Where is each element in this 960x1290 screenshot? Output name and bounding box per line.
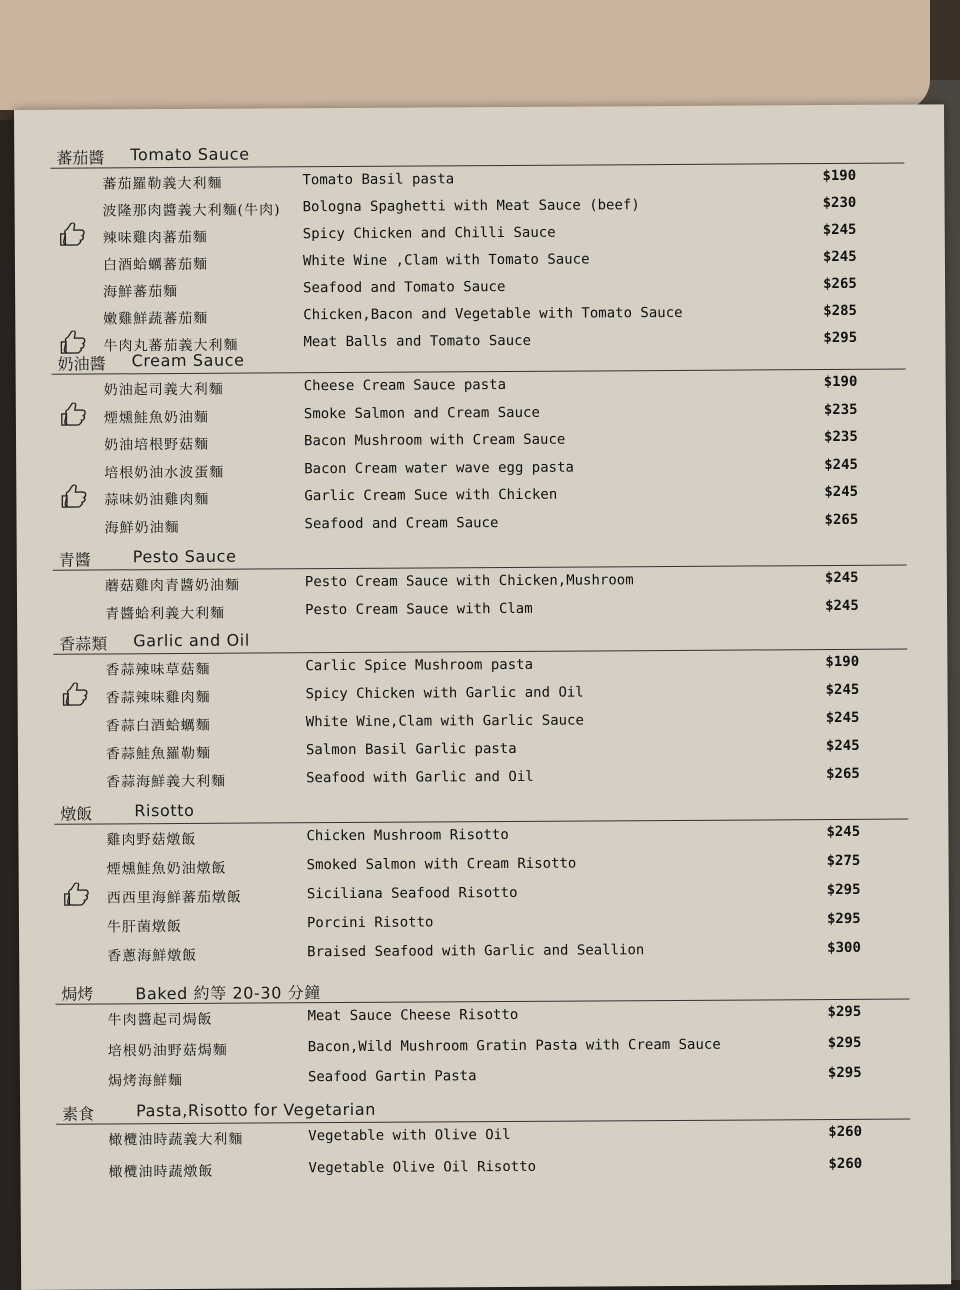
section-title-zh: 燉飯 xyxy=(60,804,93,824)
section-title-en: Risotto xyxy=(134,800,195,821)
item-name-en: Spicy Chicken with Garlic and Oil xyxy=(305,684,584,703)
item-name-zh: 香蔥海鮮燉飯 xyxy=(107,947,198,965)
item-price: $245 xyxy=(824,569,859,587)
item-name-zh: 嫩雞鮮蔬蕃茄麵 xyxy=(103,310,209,328)
item-name-en: Bologna Spaghetti with Meat Sauce (beef) xyxy=(302,197,640,216)
item-price: $245 xyxy=(822,248,857,266)
item-name-en: Tomato Basil pasta xyxy=(302,171,455,189)
item-price: $265 xyxy=(826,765,860,783)
item-price: $295 xyxy=(826,881,861,899)
item-price: $285 xyxy=(823,302,858,320)
item-price: $260 xyxy=(828,1123,863,1141)
item-price: $245 xyxy=(825,709,860,727)
item-price: $295 xyxy=(827,1003,862,1021)
item-name-zh: 波隆那肉醬義大利麵(牛肉) xyxy=(102,202,281,220)
item-price: $245 xyxy=(822,221,857,239)
item-name-en: Spicy Chicken and Chilli Sauce xyxy=(302,224,556,243)
thumbs-up-icon xyxy=(61,683,91,711)
item-name-zh: 煙燻鮭魚奶油燉飯 xyxy=(106,860,227,878)
thumbs-up-icon xyxy=(60,485,90,513)
item-price: $245 xyxy=(825,737,860,755)
item-name-zh: 蒜味奶油雞肉麵 xyxy=(104,491,210,509)
item-name-en: Seafood Gartin Pasta xyxy=(307,1068,477,1086)
item-name-zh: 牛肉醬起司焗飯 xyxy=(107,1011,213,1029)
item-name-zh: 雞肉野菇燉飯 xyxy=(106,831,197,849)
item-price: $235 xyxy=(823,428,858,446)
item-name-en: Bacon Cream water wave egg pasta xyxy=(304,459,574,477)
item-name-en: Seafood and Cream Sauce xyxy=(304,514,499,532)
item-name-en: Seafood with Garlic and Oil xyxy=(306,768,534,787)
item-name-en: Pesto Cream Sauce with Clam xyxy=(305,600,533,619)
item-name-en: Bacon,Wild Mushroom Gratin Pasta with Cream Sauce xyxy=(307,1036,721,1055)
thumbs-up-icon xyxy=(63,883,93,911)
menu-section xyxy=(20,1094,951,1189)
section-title-en: Pesto Sauce xyxy=(132,546,237,567)
menu-section xyxy=(14,138,945,358)
item-name-zh: 海鮮奶油麵 xyxy=(104,519,180,536)
menu-item-row xyxy=(20,1060,950,1096)
menu-section xyxy=(19,974,950,1096)
item-name-en: Carlic Spice Mushroom pasta xyxy=(305,656,534,675)
item-name-en: Salmon Basil Garlic pasta xyxy=(305,740,517,759)
item-price: $190 xyxy=(825,653,860,671)
item-price: $190 xyxy=(822,167,857,185)
thumbs-up-icon xyxy=(59,223,89,251)
section-title-zh: 香蒜類 xyxy=(59,634,108,654)
item-name-zh: 煙燻鮭魚奶油麵 xyxy=(103,409,209,426)
menu-cover-edge xyxy=(0,0,930,110)
item-price: $245 xyxy=(824,483,859,501)
item-name-zh: 蘑菇雞肉青醬奶油麵 xyxy=(104,577,240,595)
item-name-zh: 蕃茄羅勒義大利麵 xyxy=(102,175,223,193)
section-title-zh: 素食 xyxy=(62,1104,95,1124)
menu-item-row xyxy=(19,935,949,970)
item-name-zh: 牛肝菌燉飯 xyxy=(106,918,183,936)
menu-item-row xyxy=(16,507,946,540)
item-name-en: Bacon Mushroom with Cream Sauce xyxy=(303,431,566,450)
item-name-zh: 橄欖油時蔬燉飯 xyxy=(108,1163,214,1181)
section-title-zh: 青醬 xyxy=(58,550,91,570)
item-price: $245 xyxy=(825,681,860,699)
menu-section xyxy=(17,624,948,795)
item-name-zh: 牛肉丸蕃茄義大利麵 xyxy=(103,337,239,355)
section-title-zh: 蕃茄醬 xyxy=(56,148,105,168)
item-name-en: Meat Balls and Tomato Sauce xyxy=(303,332,532,351)
item-price: $265 xyxy=(824,511,859,528)
item-price: $295 xyxy=(823,329,858,347)
item-price: $235 xyxy=(823,401,858,418)
item-price: $295 xyxy=(827,1034,862,1051)
thumbs-up-icon xyxy=(60,402,90,430)
item-name-en: Garlic Cream Suce with Chicken xyxy=(304,486,558,505)
item-name-zh: 香蒜辣味雞肉麵 xyxy=(105,689,211,707)
item-price: $245 xyxy=(824,597,859,615)
menu-section xyxy=(15,344,946,540)
item-name-zh: 白酒蛤蠣蕃茄麵 xyxy=(102,256,208,274)
item-name-zh: 西西里海鮮蕃茄燉飯 xyxy=(106,889,242,907)
item-name-zh: 橄欖油時蔬義大利麵 xyxy=(108,1131,244,1149)
item-name-zh: 香蒜海鮮義大利麵 xyxy=(106,773,227,791)
item-name-zh: 香蒜鮭魚羅勒麵 xyxy=(105,745,211,763)
item-price: $190 xyxy=(823,373,858,391)
item-name-en: White Wine ,Clam with Tomato Sauce xyxy=(302,251,590,270)
item-name-zh: 培根奶油野菇焗麵 xyxy=(107,1042,228,1059)
section-title-en: Tomato Sauce xyxy=(130,144,250,165)
item-name-en: Siciliana Seafood Risotto xyxy=(306,884,518,903)
item-price: $260 xyxy=(828,1155,863,1173)
item-name-zh: 奶油培根野菇麵 xyxy=(104,436,210,454)
section-title-en: Baked 約等 20-30 分鐘 xyxy=(135,983,321,1004)
item-name-en: Vegetable Olive Oil Risotto xyxy=(308,1158,537,1177)
section-title-en: Cream Sauce xyxy=(131,350,245,371)
item-name-zh: 香蒜白酒蛤蠣麵 xyxy=(105,717,211,735)
item-price: $275 xyxy=(826,852,861,870)
item-name-en: Braised Seafood with Garlic and Seallion xyxy=(307,942,645,961)
item-name-zh: 培根奶油水波蛋麵 xyxy=(104,464,225,481)
item-price: $300 xyxy=(827,939,861,957)
menu-page xyxy=(14,104,951,1290)
item-price: $265 xyxy=(823,275,857,293)
section-title-en: Pasta,Risotto for Vegetarian xyxy=(136,1099,376,1121)
menu-section xyxy=(17,540,947,627)
section-title-zh: 焗烤 xyxy=(61,984,94,1004)
item-price: $295 xyxy=(826,910,861,928)
item-name-zh: 海鮮蕃茄麵 xyxy=(103,284,179,301)
item-name-en: Vegetable with Olive Oil xyxy=(308,1126,511,1145)
item-name-zh: 香蒜辣味草菇麵 xyxy=(105,661,211,679)
item-name-en: Pesto Cream Sauce with Chicken,Mushroom xyxy=(304,572,634,591)
menu-item-row xyxy=(17,593,947,627)
item-price: $295 xyxy=(827,1064,862,1082)
item-name-en: Cheese Cream Sauce pasta xyxy=(303,376,507,395)
item-name-zh: 奶油起司義大利麵 xyxy=(103,381,224,399)
item-price: $245 xyxy=(824,456,858,473)
section-title-en: Garlic and Oil xyxy=(133,630,250,651)
item-name-zh: 青醬蛤利義大利麵 xyxy=(105,605,226,623)
item-price: $230 xyxy=(822,194,857,212)
menu-item-row xyxy=(18,761,948,795)
menu-section xyxy=(18,794,949,970)
item-name-en: White Wine,Clam with Garlic Sauce xyxy=(305,712,584,731)
item-name-en: Porcini Risotto xyxy=(306,914,434,932)
item-name-zh: 焗烤海鮮麵 xyxy=(107,1072,183,1090)
item-name-en: Chicken Mushroom Risotto xyxy=(306,826,509,845)
section-title-zh: 奶油醬 xyxy=(57,354,106,374)
item-name-en: Smoked Salmon with Cream Risotto xyxy=(306,855,577,874)
item-price: $245 xyxy=(826,823,861,841)
item-name-en: Smoke Salmon and Cream Sauce xyxy=(303,404,540,422)
item-name-en: Seafood and Tomato Sauce xyxy=(303,279,506,297)
item-name-en: Meat Sauce Cheese Risotto xyxy=(307,1006,519,1025)
menu-item-row xyxy=(20,1151,950,1189)
item-name-en: Chicken,Bacon and Vegetable with Tomato Sauce xyxy=(303,304,683,324)
item-name-zh: 辣味雞肉蕃茄麵 xyxy=(102,229,208,247)
